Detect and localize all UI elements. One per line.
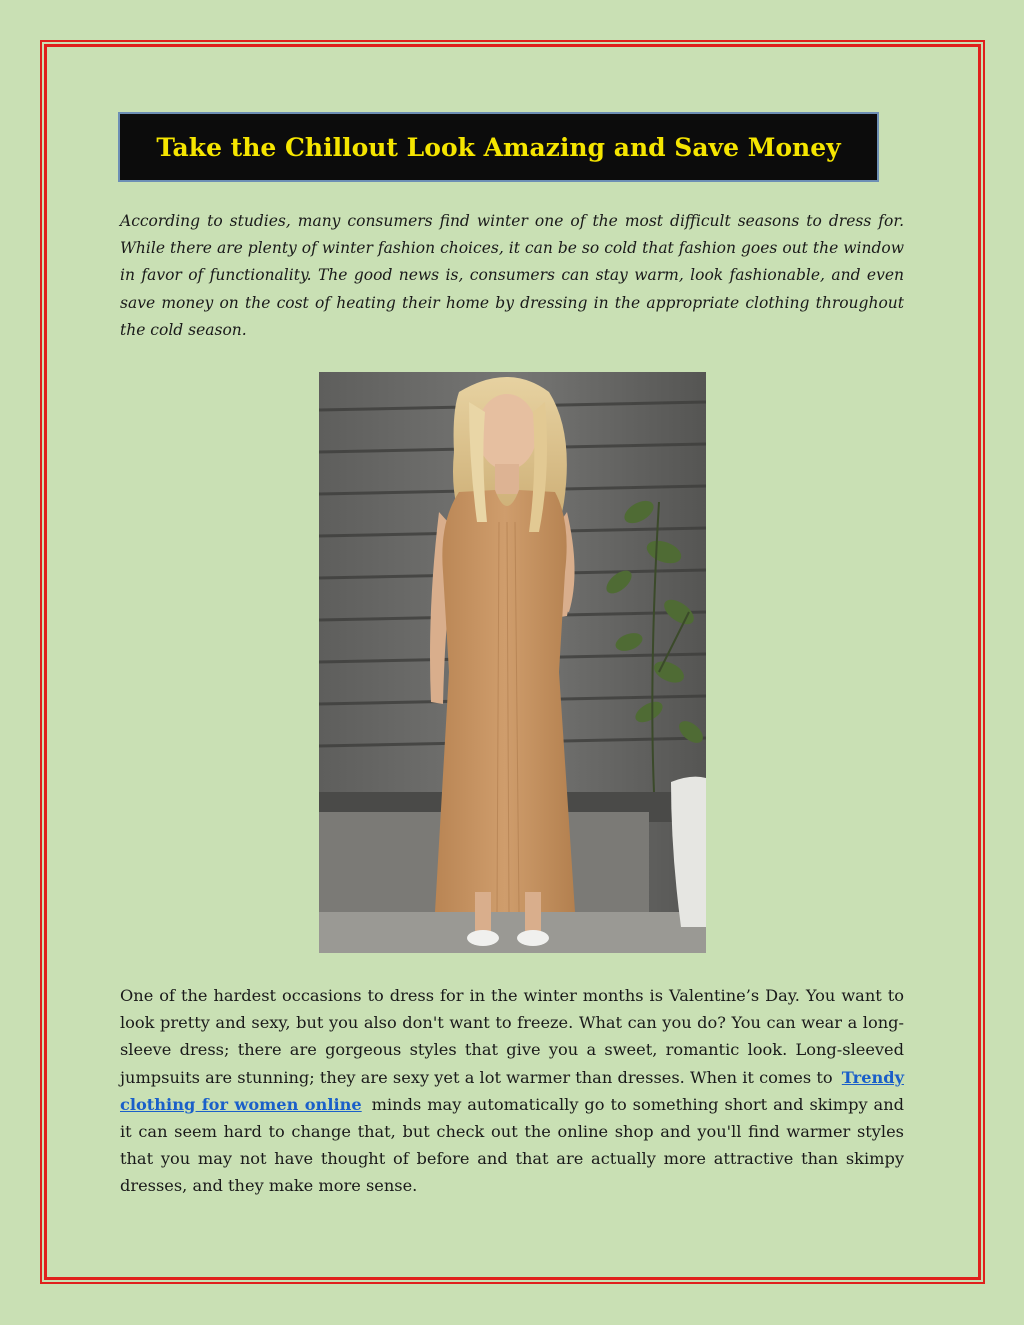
body-paragraph <box>120 982 904 1200</box>
trendy-clothing-link[interactable]: Trendy clothing for women online <box>120 1067 904 1114</box>
woman-in-knit-dress-photo <box>319 372 706 953</box>
intro-paragraph: According to studies, many consumers find winter one of the most difficult seasons to dress for. While there are plenty of winter fashion choices, it can be so cold that fashion goes out the window in favor of functionality. The good news is, consumers can stay warm, look fashionable, and even save money on the cost of heating their home by dressing in the appropriate clothing throughout the cold season. <box>120 212 904 339</box>
body-text-after-link: minds may automatically go to something short and skimpy and it can seem hard to change that, but check out the online shop and you'll find warmer styles that you may not have thought of before and that are actually more attractive than skimpy dresses, and they make more sense. <box>120 1094 904 1196</box>
title-banner <box>118 112 879 182</box>
body-text-before-link: One of the hardest occasions to dress for in the winter months is Valentine’s Day. You want to look pretty and sexy, but you also don't want to freeze. What can you do? You can wear a long-sleeve dress; there are gorgeous styles that give you a sweet, romantic look. Long-sleeved jumpsuits are stunning; they are sexy yet a lot warmer than dresses. When it comes to <box>120 986 904 1087</box>
page-title: Take the Chillout Look Amazing and Save Money <box>156 132 841 162</box>
